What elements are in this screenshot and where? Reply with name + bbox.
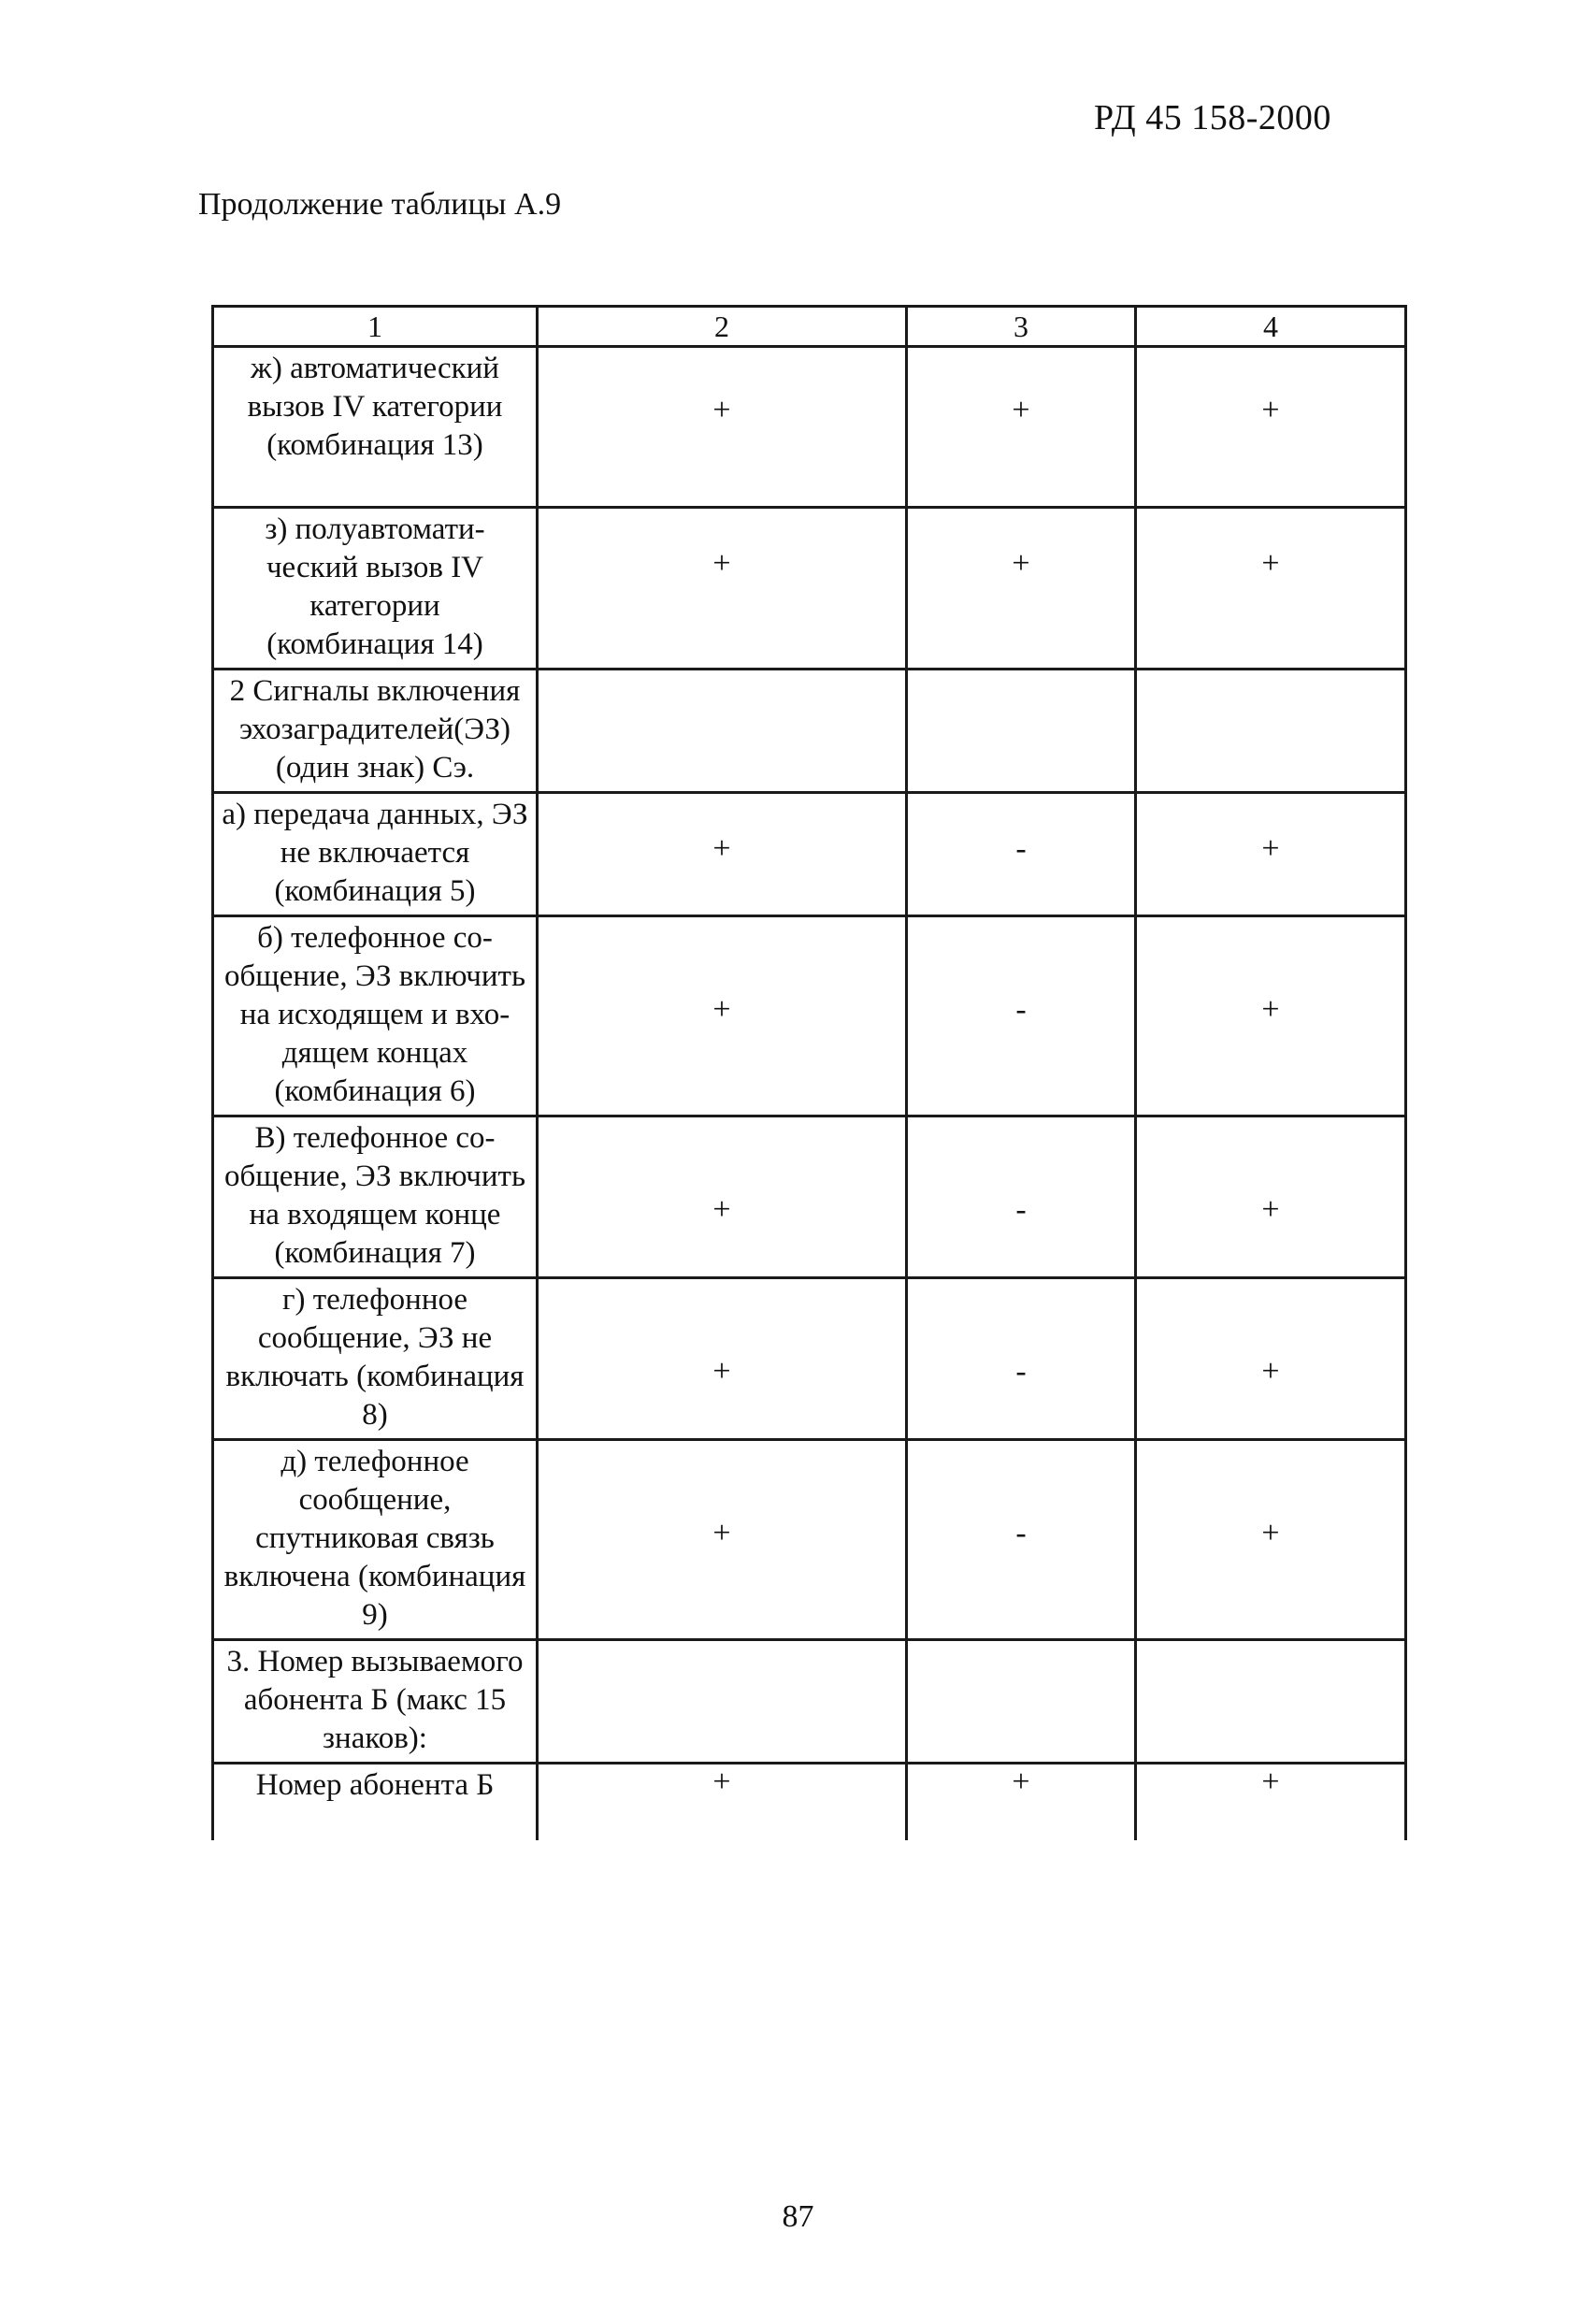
cell-mark: + bbox=[1136, 1764, 1406, 1840]
cell-mark: + bbox=[538, 1764, 907, 1840]
table-row bbox=[213, 1116, 1406, 1278]
cell-mark: + bbox=[1136, 1440, 1406, 1640]
row-description: а) передача данных, ЭЗ не включается (комбинация 5) bbox=[213, 793, 538, 916]
cell-mark bbox=[907, 670, 1136, 793]
cell-mark bbox=[538, 670, 907, 793]
cell-mark: + bbox=[538, 1116, 907, 1278]
cell-mark: + bbox=[1136, 916, 1406, 1116]
cell-mark: - bbox=[907, 1278, 1136, 1440]
signal-table bbox=[211, 305, 1407, 1840]
cell-mark bbox=[907, 1640, 1136, 1764]
cell-mark: - bbox=[907, 793, 1136, 916]
row-description: г) телефонное сообщение, ЭЗ не включать (комбинация 8) bbox=[213, 1278, 538, 1440]
column-header: 1 bbox=[213, 307, 538, 347]
table-caption: Продолжение таблицы А.9 bbox=[198, 187, 562, 222]
cell-mark: - bbox=[907, 1116, 1136, 1278]
cell-mark: + bbox=[907, 508, 1136, 670]
table-row bbox=[213, 1278, 1406, 1440]
cell-mark: + bbox=[1136, 1278, 1406, 1440]
table-row bbox=[213, 508, 1406, 670]
table-row bbox=[213, 1764, 1406, 1840]
cell-mark: + bbox=[1136, 793, 1406, 916]
row-description: з) полуавтомати- ческий вызов IV категории (комбинация 14) bbox=[213, 508, 538, 670]
cell-mark: + bbox=[538, 508, 907, 670]
column-header: 4 bbox=[1136, 307, 1406, 347]
cell-mark bbox=[1136, 1640, 1406, 1764]
column-header: 3 bbox=[907, 307, 1136, 347]
row-description: Номер абонента Б bbox=[213, 1764, 538, 1840]
table-row bbox=[213, 916, 1406, 1116]
table-header-row bbox=[213, 307, 1406, 347]
cell-mark: + bbox=[1136, 508, 1406, 670]
cell-mark: + bbox=[538, 793, 907, 916]
table-row bbox=[213, 670, 1406, 793]
table-row bbox=[213, 1440, 1406, 1640]
table-row bbox=[213, 793, 1406, 916]
cell-mark bbox=[538, 1640, 907, 1764]
row-description: б) телефонное со- общение, ЭЗ включить на исходящем и вхо- дящем концах (комбинация 6) bbox=[213, 916, 538, 1116]
cell-mark: + bbox=[538, 1278, 907, 1440]
column-header: 2 bbox=[538, 307, 907, 347]
document-code: РД 45 158-2000 bbox=[1094, 98, 1331, 137]
table-row bbox=[213, 1640, 1406, 1764]
row-description: 2 Сигналы включения эхозаградителей(ЭЗ) (один знак) Сэ. bbox=[213, 670, 538, 793]
cell-mark: + bbox=[907, 347, 1136, 508]
cell-mark: + bbox=[538, 1440, 907, 1640]
table-row bbox=[213, 347, 1406, 508]
cell-mark bbox=[1136, 670, 1406, 793]
row-description: 3. Номер вызываемого абонента Б (макс 15 знаков): bbox=[213, 1640, 538, 1764]
cell-mark: + bbox=[907, 1764, 1136, 1840]
row-description: д) телефонное сообщение, спутниковая связь включена (комбинация 9) bbox=[213, 1440, 538, 1640]
page-number: 87 bbox=[782, 2199, 814, 2234]
cell-mark: + bbox=[538, 916, 907, 1116]
row-description: В) телефонное со- общение, ЭЗ включить на входящем конце (комбинация 7) bbox=[213, 1116, 538, 1278]
cell-mark: - bbox=[907, 1440, 1136, 1640]
cell-mark: + bbox=[538, 347, 907, 508]
cell-mark: + bbox=[1136, 347, 1406, 508]
row-description: ж) автоматический вызов IV категории (комбинация 13) bbox=[213, 347, 538, 508]
cell-mark: - bbox=[907, 916, 1136, 1116]
cell-mark: + bbox=[1136, 1116, 1406, 1278]
